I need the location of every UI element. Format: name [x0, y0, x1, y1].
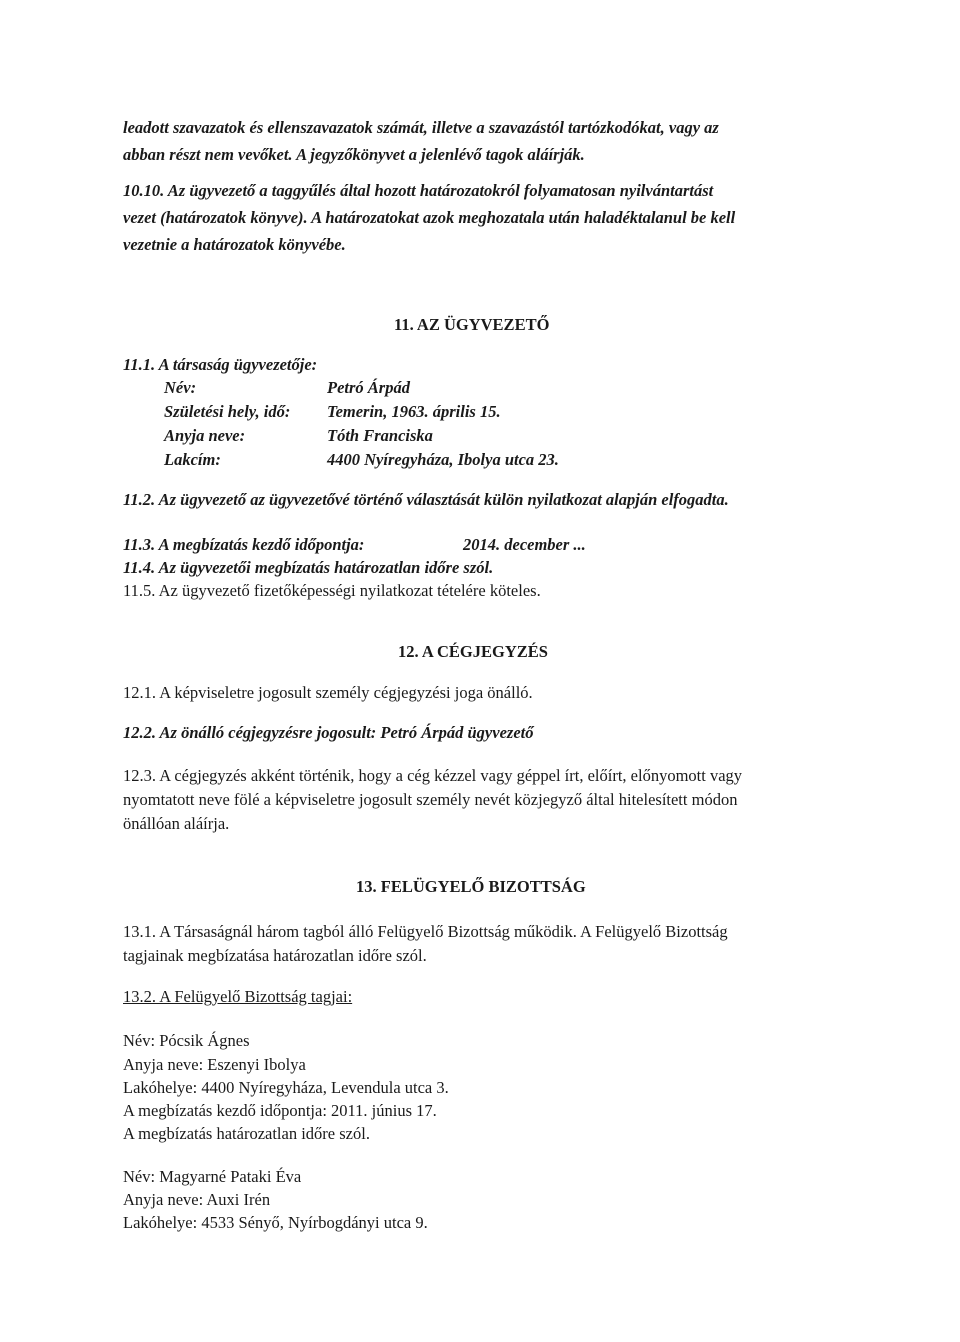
member-1-name: Név: Pócsik Ágnes: [123, 1031, 250, 1050]
manager-birth-label: Születési hely, idő:: [164, 402, 291, 421]
member-2-mother: Anyja neve: Auxi Irén: [123, 1190, 271, 1209]
member-2-address: Lakóhelye: 4533 Sényő, Nyírbogdányi utca 9.: [123, 1213, 428, 1232]
s13-2-heading: 13.2. A Felügyelő Bizottság tagjai:: [123, 987, 353, 1006]
s10-10-line-1: 10.10. Az ügyvezető a taggyűlés által hozott határozatokról folyamatosan nyilvántartást: [123, 181, 714, 200]
s13-1-line-1: 13.1. A Társaságnál három tagból álló Felügyelő Bizottság működik. A Felügyelő Bizottság: [123, 922, 728, 941]
s13-1-line-2: tagjainak megbízatása határozatlan időre szól.: [123, 946, 427, 965]
s11-3-value: 2014. december ...: [463, 535, 586, 554]
member-1-term: A megbízatás határozatlan időre szól.: [123, 1124, 370, 1143]
section-13-title: 13. FELÜGYELŐ BIZOTTSÁG: [356, 877, 586, 896]
manager-mother-value: Tóth Franciska: [327, 426, 433, 445]
s12-3-line-2: nyomtatott neve fölé a képviseletre jogosult személy nevét közjegyző által hitelesített módon: [123, 790, 738, 809]
member-2-name: Név: Magyarné Pataki Éva: [123, 1167, 302, 1186]
s11-2: 11.2. Az ügyvezető az ügyvezetővé történő választását külön nyilatkozat alapján elfogadta.: [123, 490, 729, 509]
s12-3-line-1: 12.3. A cégjegyzés akként történik, hogy a cég kézzel vagy géppel írt, előírt, előnyomott vagy: [123, 766, 743, 785]
member-1-mother: Anyja neve: Eszenyi Ibolya: [123, 1055, 306, 1074]
manager-birth-value: Temerin, 1963. április 15.: [327, 402, 501, 421]
manager-mother-label: Anyja neve:: [164, 426, 246, 445]
s10-10-line-3: vezetnie a határozatok könyvébe.: [123, 235, 346, 254]
intro-line-2: abban részt nem vevőket. A jegyzőkönyvet a jelenlévő tagok aláírják.: [123, 145, 585, 164]
s12-1: 12.1. A képviseletre jogosult személy cégjegyzési joga önálló.: [123, 683, 533, 702]
s11-5: 11.5. Az ügyvezető fizetőképességi nyilatkozat tételére köteles.: [123, 581, 541, 600]
s11-3-label: 11.3. A megbízatás kezdő időpontja:: [123, 535, 365, 554]
s11-1-heading: 11.1. A társaság ügyvezetője:: [123, 355, 318, 374]
member-1-start-date: A megbízatás kezdő időpontja: 2011. június 17.: [123, 1101, 437, 1120]
manager-name-value: Petró Árpád: [327, 378, 410, 397]
intro-line-1: leadott szavazatok és ellenszavazatok számát, illetve a szavazástól tartózkodókat, vagy az: [123, 118, 719, 137]
member-1-address: Lakóhelye: 4400 Nyíregyháza, Levendula utca 3.: [123, 1078, 449, 1097]
manager-address-value: 4400 Nyíregyháza, Ibolya utca 23.: [327, 450, 559, 469]
s11-4: 11.4. Az ügyvezetői megbízatás határozatlan időre szól.: [123, 558, 494, 577]
s12-2: 12.2. Az önálló cégjegyzésre jogosult: Petró Árpád ügyvezető: [123, 723, 534, 742]
manager-name-label: Név:: [164, 378, 197, 397]
manager-address-label: Lakcím:: [164, 450, 221, 469]
section-12-title: 12. A CÉGJEGYZÉS: [398, 642, 548, 661]
s10-10-line-2: vezet (határozatok könyve). A határozatokat azok meghozatala után haladéktalanul be kell: [123, 208, 736, 227]
s12-3-line-3: önállóan aláírja.: [123, 814, 230, 833]
section-11-title: 11. AZ ÜGYVEZETŐ: [394, 315, 550, 334]
